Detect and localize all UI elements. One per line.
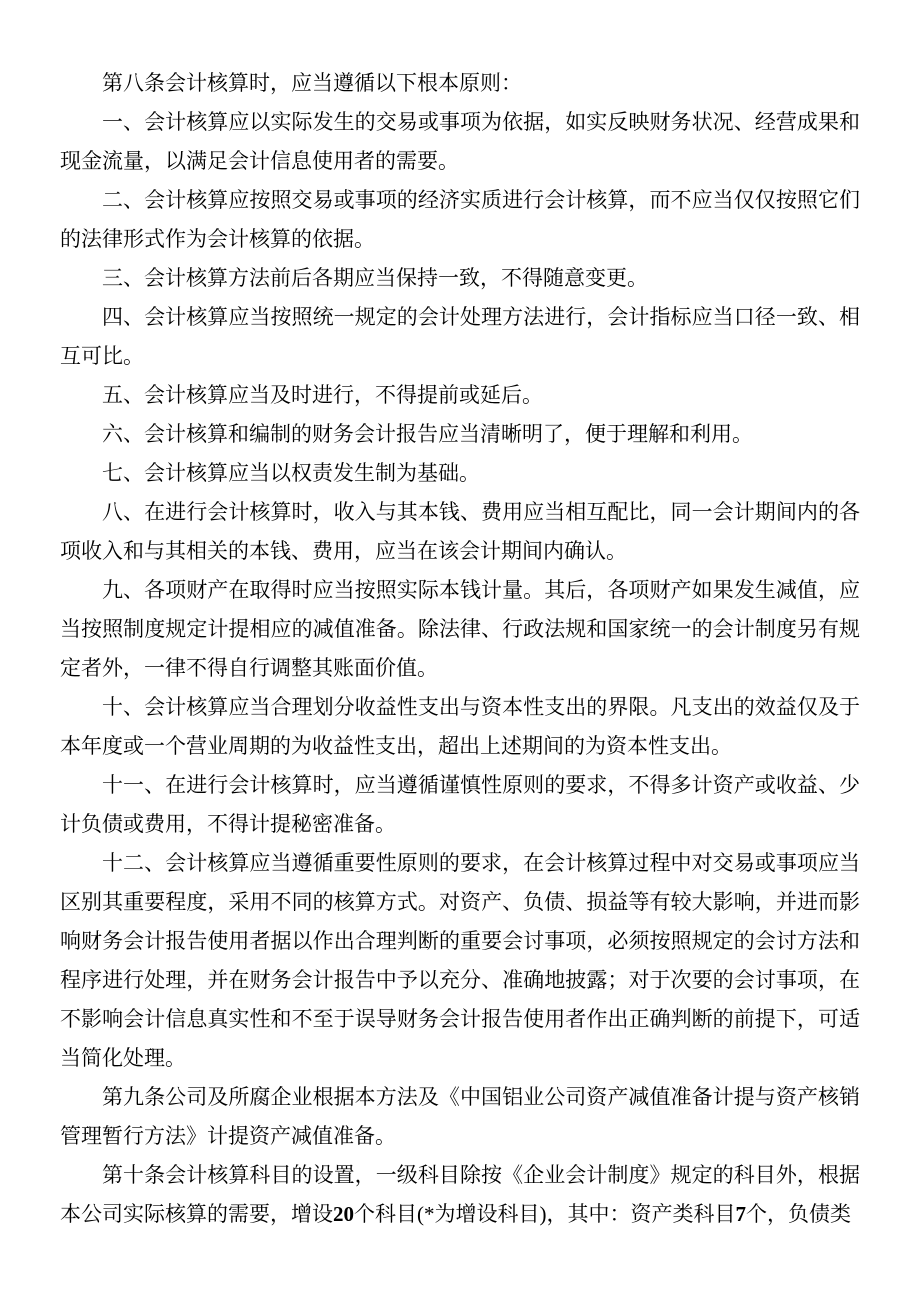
- paragraph-principle-7: [60, 454, 860, 493]
- paragraph-principle-1: [60, 103, 860, 181]
- paragraph-principle-8: [60, 493, 860, 571]
- paragraph-principle-10: [60, 688, 860, 766]
- text-run: 十、会计核算应当合理划分收益性支出与资本性支出的界限。凡支出的效益仅及于本年度或一个营业周期的为收益性支出，超出上述期间的为资本性支出。: [60, 695, 860, 758]
- text-run: 七、会计核算应当以权责发生制为基础。: [102, 461, 480, 485]
- text-run: 八、在进行会计核算时，收入与其本钱、费用应当相互配比，同一会计期间内的各项收入和与其相关的本钱、费用，应当在该会计期间内确认。: [60, 500, 860, 563]
- text-run: 十二、会计核算应当遵循重要性原则的要求，在会计核算过程中对交易或事项应当区别其重要程度，采用不同的核算方式。对资产、负债、损益等有较大影响，并进而影响财务会计报告使用者据以作出合理判断的重要会讨事项，必须按照规定的会讨方法和程序进行处理，并在财务会计报告中予以充分、准确地披露；对于次要的会讨事项，在不影响会计信息真实性和不至于误导财务会计报告使用者作出正确判断的前提下，可适当简化处理。: [60, 851, 860, 1070]
- paragraph-principle-12: [60, 844, 860, 1078]
- paragraph-article-8-intro: [60, 64, 860, 103]
- paragraph-principle-11: [60, 766, 860, 844]
- text-run: 十一、在进行会计核算时，应当遵循谨慎性原则的要求，不得多计资产或收益、少计负债或费用，不得计提秘密准备。: [60, 773, 860, 836]
- text-run: 第八条会计核算时，应当遵循以下根本原则：: [102, 71, 522, 95]
- text-run: 第九条公司及所腐企业根据本方法及《中国铝业公司资产减值准备计提与资产核销管理暂行方法》计提资产减值准备。: [60, 1085, 860, 1148]
- text-run: 三、会计核算方法前后各期应当保持一致，不得随意变更。: [102, 266, 648, 290]
- text-run: 五、会计核算应当及时进行，不得提前或延后。: [102, 383, 543, 407]
- text-run: 九、各项财产在取得时应当按照实际本钱计量。其后，各项财产如果发生减值，应当按照制度规定计提相应的减值准备。除法律、行政法规和国家统一的会计制度另有规定者外，一律不得自行调整其账面价值。: [60, 578, 860, 680]
- text-run: 四、会计核算应当按照统一规定的会计处理方法进行，会计指标应当口径一致、相互可比。: [60, 305, 860, 368]
- text-run: 个，负债类: [746, 1202, 851, 1226]
- text-run: 六、会计核算和编制的财务会计报告应当清晰明了，便于理解和利用。: [102, 422, 753, 446]
- text-run: 一、会计核算应以实际发生的交易或事项为依据，如实反映财务状况、经营成果和现金流量，以满足会计信息使用者的需要。: [60, 110, 860, 173]
- paragraph-principle-9: [60, 571, 860, 688]
- text-run: 二、会计核算应按照交易或事项的经济实质进行会计核算，而不应当仅仅按照它们的法律形式作为会计核算的依据。: [60, 188, 860, 251]
- paragraph-article-10: [60, 1156, 860, 1234]
- paragraph-principle-2: [60, 181, 860, 259]
- paragraph-principle-3: [60, 259, 860, 298]
- paragraph-principle-6: [60, 415, 860, 454]
- paragraph-article-9: [60, 1078, 860, 1156]
- document-body: [60, 64, 860, 1234]
- paragraph-principle-5: [60, 376, 860, 415]
- bold-text-run: 7: [735, 1202, 746, 1226]
- text-run: 个科目(*为增设科目)，其中：资产类科目: [354, 1202, 736, 1226]
- paragraph-principle-4: [60, 298, 860, 376]
- bold-text-run: 20: [333, 1202, 354, 1226]
- text-run: 第十条会计核算科目的设置，一级科目除按《企业会计制度》规定的科目外，根据本公司实际核算的需要，增设: [60, 1163, 860, 1226]
